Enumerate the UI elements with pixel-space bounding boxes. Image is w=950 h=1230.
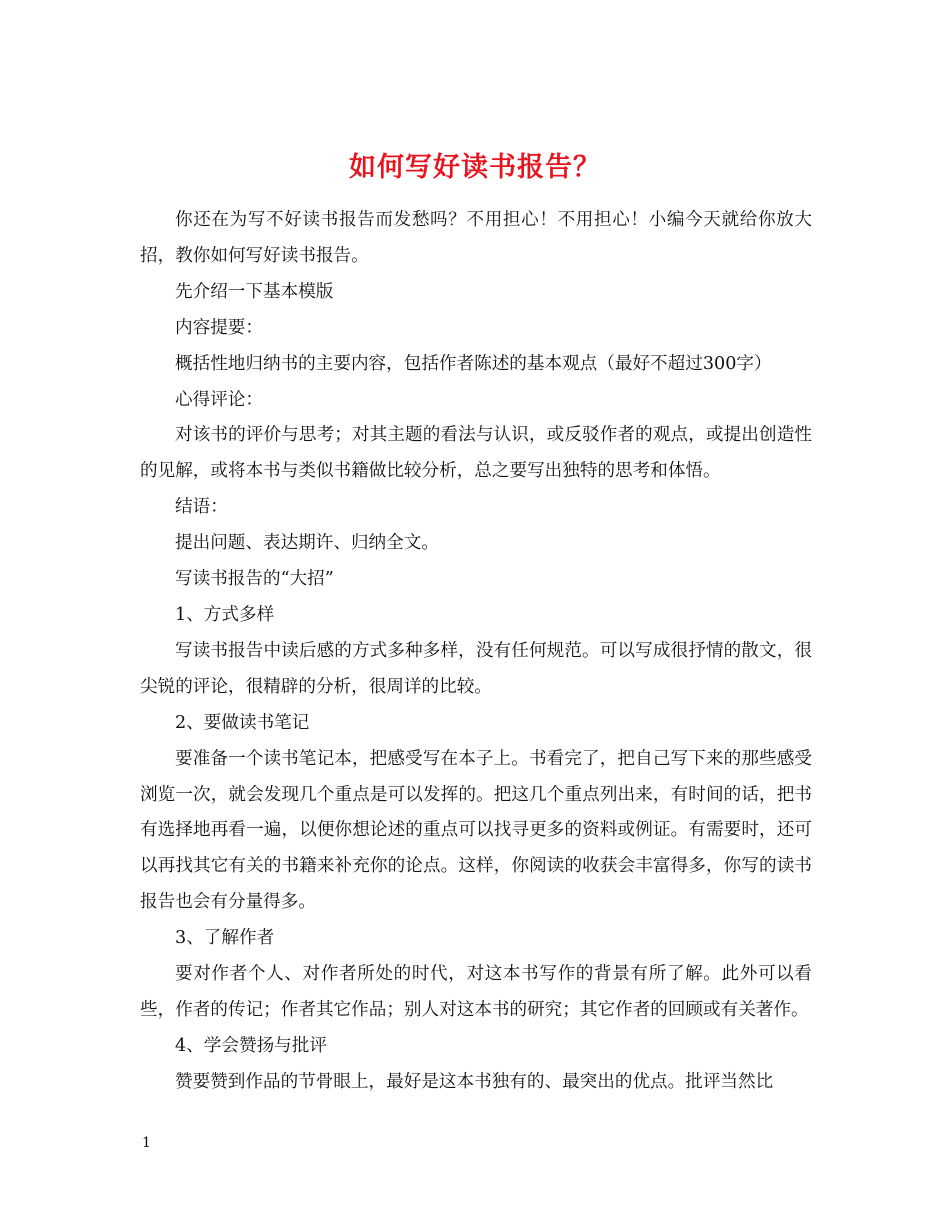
paragraph-summary: 概括性地归纳书的主要内容，包括作者陈述的基本观点（最好不超过300字） [175,353,772,374]
paragraph-tip-1: 写读书报告中读后感的方式多种多样，没有任何规范。可以写成很抒情的散文，很尖锐的评论，很精辟的分析，很周详的比较。 [140,640,812,697]
paragraph-conclusion: 提出问题、表达期许、归纳全文。 [175,533,439,554]
heading-tip-1: 1、方式多样 [175,604,275,625]
heading-review: 心得评论： [175,389,263,410]
heading-summary: 内容提要： [175,317,263,338]
heading-conclusion: 结语： [175,497,228,518]
heading-tip-4: 4、学会赞扬与批评 [175,1035,327,1056]
paragraph-tip-4: 赞要赞到作品的节骨眼上，最好是这本书独有的、最突出的优点。批评当然比 [175,1071,774,1092]
heading-tip-2: 2、要做读书笔记 [175,712,310,733]
document-title: 如何写好读书报告？ [349,152,601,184]
paragraph-tip-3: 要对作者个人、对作者所处的时代，对这本书写作的背景有所了解。此外可以看些，作者的传记；作者其它作品；别人对这本书的研究；其它作者的回顾或有关著作。 [140,964,812,1020]
paragraph-intro: 你还在为写不好读书报告而发愁吗？不用担心！不用担心！小编今天就给你放大招，教你如何写好读书报告。 [140,210,812,266]
heading-tips: 写读书报告的“大招” [175,569,334,590]
document-body [140,203,812,1101]
heading-tip-3: 3、了解作者 [175,928,275,949]
paragraph-review: 对该书的评价与思考；对其主题的看法与认识，或反驳作者的观点，或提出创造性的见解，或将本书与类似书籍做比较分析，总之要写出独特的思考和体悟。 [140,425,812,482]
paragraph-template-intro: 先介绍一下基本模版 [175,281,334,302]
paragraph-tip-2: 要准备一个读书笔记本，把感受写在本子上。书看完了，把自己写下来的那些感受浏览一次，就会发现几个重点是可以发挥的。把这几个重点列出来，有时间的话，把书有选择地再看一遍，以便你想论述的重点可以找寻更多的资料或例证。有需要时，还可以再找其它有关的书籍来补充你的论点。这样，你阅读的收获会丰富得多，你写的读书报告也会有分量得多。 [140,748,812,913]
page-number: 1 [142,1135,151,1151]
